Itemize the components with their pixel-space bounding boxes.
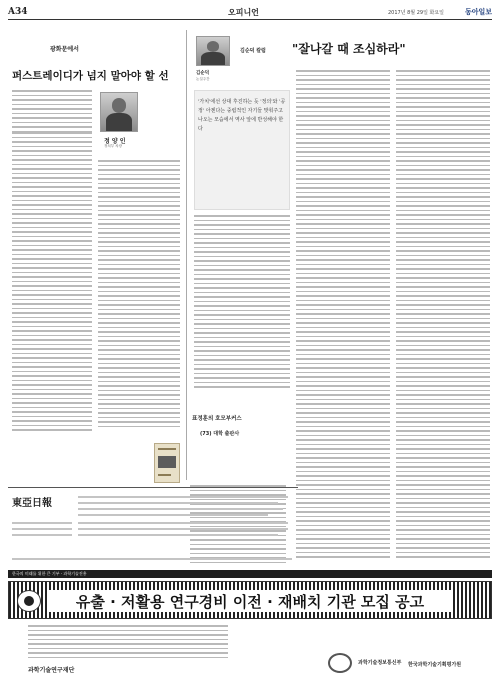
- left-column-kicker: 광화문에서: [50, 46, 79, 53]
- right-byline-name: 김순덕: [196, 71, 210, 76]
- masthead-info-line: [78, 502, 278, 504]
- ministry-emblem-icon: [328, 653, 352, 673]
- bottom-text-block-b: [296, 412, 390, 561]
- advertisement: [8, 581, 492, 681]
- masthead-info-line: [78, 496, 288, 498]
- right-column-kicker: 김순덕 칼럼: [240, 48, 266, 54]
- right-text-block-b: [296, 70, 390, 462]
- right-byline-sub: 논설주간: [196, 77, 210, 81]
- left-text-block-b: [12, 132, 92, 434]
- masthead-info-line: [78, 534, 278, 536]
- ad-text-block: [28, 625, 228, 661]
- right-text-block-a: [194, 215, 290, 391]
- bottom-column-kicker: 표정훈의 호모부커스: [192, 416, 242, 422]
- ad-headline: 유출 · 저활용 연구경비 이전 · 재배치 기관 모집 공고: [49, 590, 451, 612]
- right-column-title: "잘나갈 때 조심하라": [292, 42, 406, 56]
- section-title: 오피니언: [228, 6, 259, 17]
- masthead-info-line: [12, 558, 292, 560]
- book-cover-image: [154, 443, 180, 483]
- masthead-info-line: [78, 528, 288, 530]
- pull-quote: '가치'에선 상대 후진하는 듯 '정의'와 '공정' 아젠다는 중립적인 자기들 맞춰주고 나오는 모습에서 역사 앞에 반성해야 한다: [198, 99, 286, 132]
- issue-date: 2017년 8월 29일 화요일: [387, 9, 444, 16]
- left-text-block-c: [98, 160, 180, 430]
- masthead-info-line: [78, 522, 288, 524]
- ad-circle-logo-icon: [17, 590, 41, 612]
- right-byline-photo: [196, 36, 230, 66]
- left-byline-photo: [100, 92, 138, 132]
- ad-org-2: 한국과학기술기획평가원: [408, 662, 462, 668]
- masthead-info-line: [12, 534, 72, 536]
- masthead-box: [8, 487, 298, 565]
- ad-org-1: 과학기술정보통신부: [358, 660, 402, 666]
- masthead-info-line: [12, 528, 72, 530]
- paper-name: 동아일보: [464, 7, 492, 16]
- masthead-info-line: [78, 514, 268, 516]
- column-divider-left: [186, 30, 187, 480]
- right-text-block-c: [396, 70, 490, 462]
- ad-strip: 한국의 미래를 위한 큰 기부 · 과학기술진흥: [8, 570, 492, 578]
- page-header: [8, 6, 492, 18]
- masthead-info-line: [12, 522, 72, 524]
- masthead-info-line: [78, 508, 283, 510]
- ad-foundation-name: 과학기술연구재단: [28, 667, 75, 674]
- left-byline-sub: 정치부 차장: [104, 144, 123, 148]
- left-column-title: 퍼스트레이디가 넘지 말아야 할 선: [12, 70, 169, 82]
- bottom-text-block-c: [396, 412, 490, 561]
- bottom-column-subtitle: (73) 대학 출판사: [200, 431, 240, 437]
- left-byline-name: 정 양 인: [104, 138, 126, 145]
- left-text-block-a: [12, 90, 92, 135]
- page-number: A34: [8, 7, 28, 17]
- header-rule: [8, 19, 492, 20]
- ad-banner: [8, 581, 492, 619]
- masthead-logo: 東亞日報: [12, 498, 52, 509]
